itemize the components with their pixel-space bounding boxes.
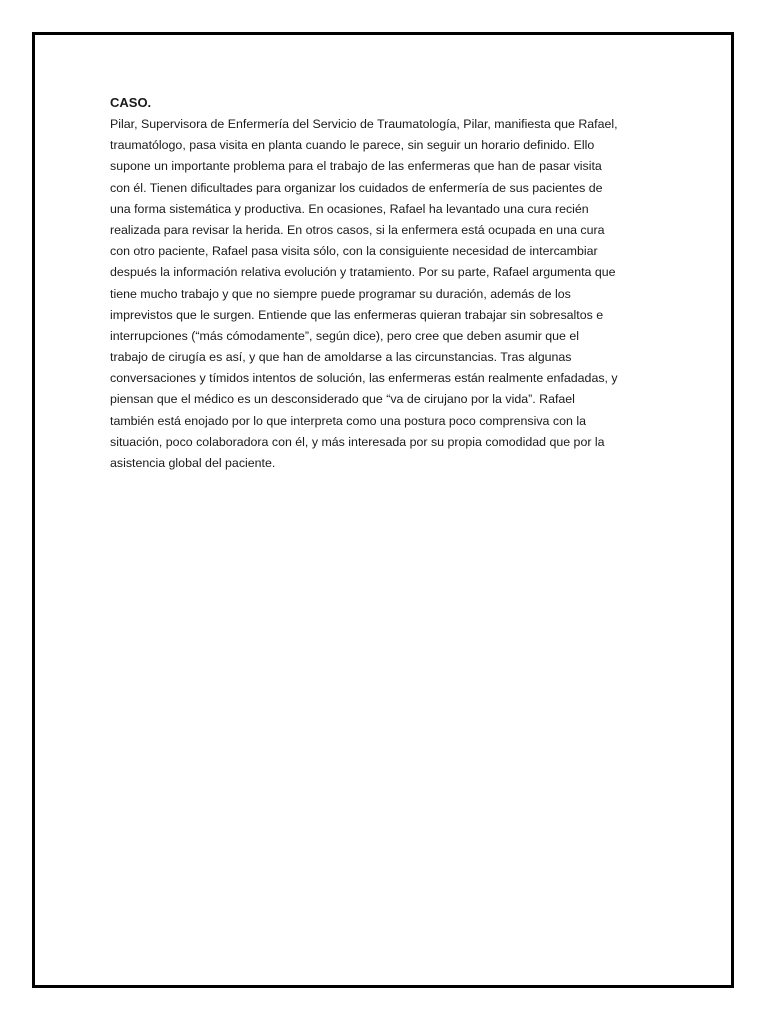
paragraph-6: realizada para revisar la herida. En otros casos, si la enfermera está ocupada en una cura [110, 222, 605, 237]
paragraph-8: después la información relativa evolución y tratamiento. Por su parte, Rafael argumenta que [110, 265, 616, 280]
paragraph-9: tiene mucho trabajo y que no siempre puede programar su duración, además de los [110, 286, 571, 301]
paragraph-7: con otro paciente, Rafael pasa visita sólo, con la consiguiente necesidad de intercambiar [110, 244, 598, 259]
page-frame [32, 32, 734, 988]
document-body [110, 95, 662, 477]
paragraph-4: con él. Tienen dificultades para organizar los cuidados de enfermería de sus pacientes de [110, 180, 603, 195]
paragraph-16: situación, poco colaboradora con él, y más interesada por su propia comodidad que por la [110, 434, 605, 449]
paragraph-3: supone un importante problema para el trabajo de las enfermeras que han de pasar visita [110, 159, 602, 174]
paragraph-17: asistencia global del paciente. [110, 456, 276, 470]
paragraph-1: Pilar, Supervisora de Enfermería del Servicio de Traumatología, Pilar, manifiesta que Rafael, [110, 117, 618, 131]
paragraph-11: interrupciones (“más cómodamente”, según dice), pero cree que deben asumir que el [110, 328, 580, 343]
paragraph-14: piensan que el médico es un desconsiderado que “va de cirujano por la vida”. Rafael [110, 392, 575, 407]
paragraph-10: imprevistos que le surgen. Entiende que las enfermeras quieran trabajar sin sobresaltos e [110, 307, 604, 322]
paragraph-15: también está enojado por lo que interpreta como una postura poco comprensiva con la [110, 413, 586, 428]
paragraph-12: trabajo de cirugía es así, y que han de amoldarse a las circunstancias. Tras algunas [110, 350, 572, 365]
document-title: CASO. [110, 95, 152, 110]
paragraph-5: una forma sistemática y productiva. En ocasiones, Rafael ha levantado una cura recién [110, 201, 589, 216]
paragraph-2: traumatólogo, pasa visita en planta cuando le parece, sin seguir un horario definido. Ello [110, 138, 595, 153]
paragraph-13: conversaciones y tímidos intentos de solución, las enfermeras están realmente enfadadas, y [110, 371, 618, 386]
